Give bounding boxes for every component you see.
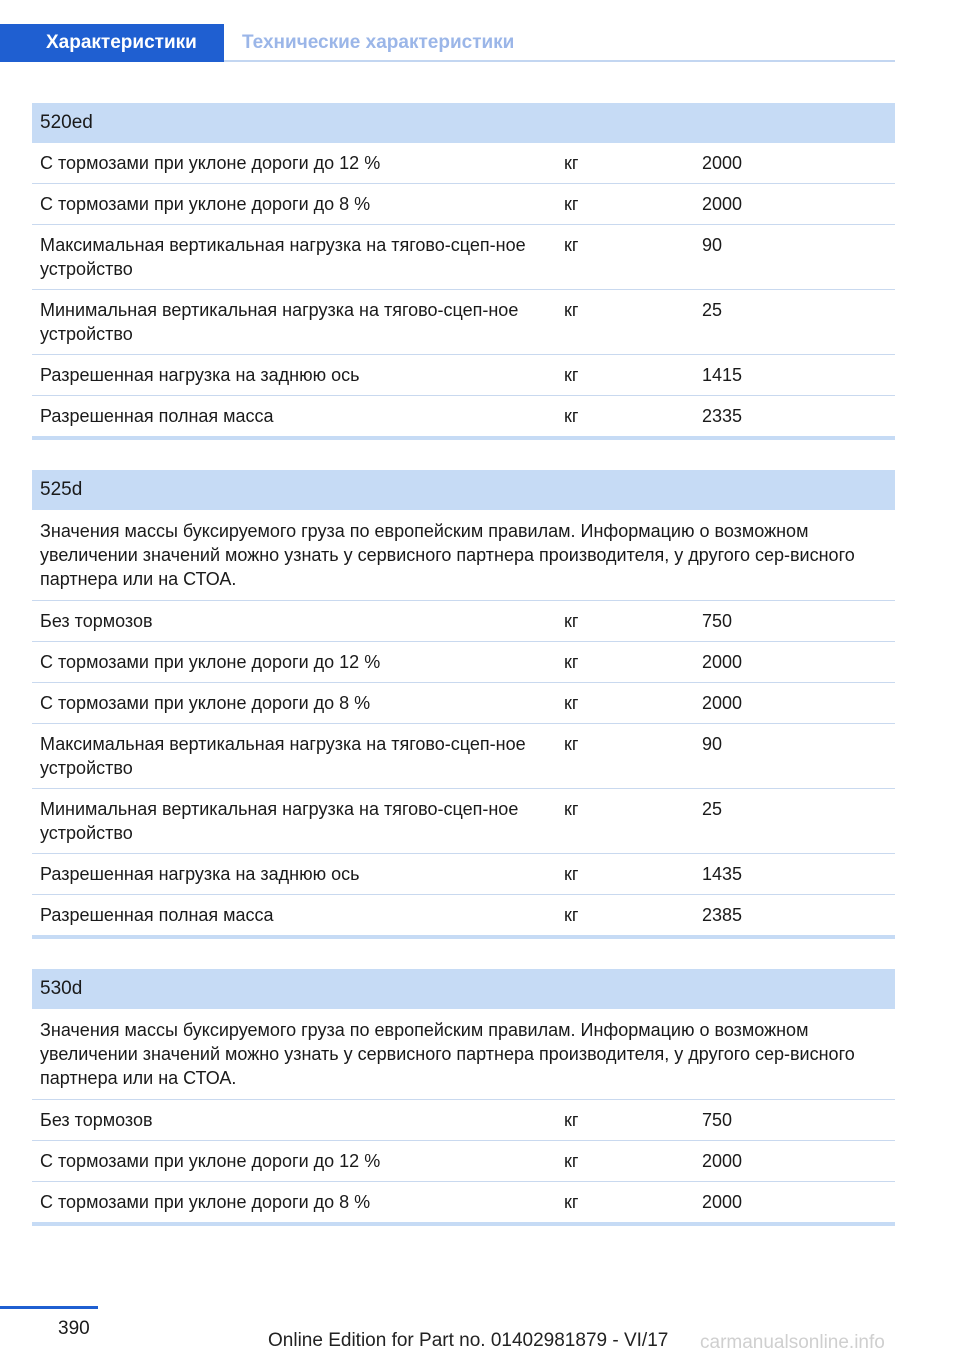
model-heading: 530d <box>32 969 895 1009</box>
row-label: Разрешенная полная масса <box>40 406 274 426</box>
row-label: Без тормозов <box>40 611 153 631</box>
row-value: 1415 <box>702 365 743 385</box>
table-row <box>32 854 895 895</box>
row-label: Минимальная вертикальная нагрузка на тягово-сцеп-ное устройство <box>40 799 519 843</box>
row-value: 2335 <box>702 406 743 426</box>
spec-table <box>32 143 895 440</box>
row-unit: кг <box>564 611 579 631</box>
row-unit: кг <box>564 799 579 819</box>
row-label: С тормозами при уклоне дороги до 12 % <box>40 1151 381 1171</box>
footer-accent-line <box>0 1306 98 1309</box>
table-row <box>32 225 895 290</box>
page-number: 390 <box>58 1318 90 1339</box>
watermark: carmanualsonline.info <box>700 1332 885 1353</box>
row-value: 2000 <box>702 194 743 214</box>
row-unit: кг <box>564 365 579 385</box>
row-unit: кг <box>564 194 579 214</box>
row-unit: кг <box>564 235 579 255</box>
row-label: Без тормозов <box>40 1110 153 1130</box>
table-row <box>32 143 895 184</box>
row-label: Минимальная вертикальная нагрузка на тягово-сцеп-ное устройство <box>40 300 519 344</box>
table-row <box>32 290 895 355</box>
row-value: 2000 <box>702 1192 743 1212</box>
row-unit: кг <box>564 1192 579 1212</box>
spec-block <box>32 969 895 1226</box>
row-value: 2385 <box>702 905 743 925</box>
table-row <box>32 642 895 683</box>
row-unit: кг <box>564 153 579 173</box>
row-label: Разрешенная нагрузка на заднюю ось <box>40 365 360 385</box>
table-row <box>32 396 895 440</box>
spec-block <box>32 103 895 440</box>
row-label: Разрешенная нагрузка на заднюю ось <box>40 864 360 884</box>
row-label: С тормозами при уклоне дороги до 8 % <box>40 194 371 214</box>
row-label: С тормозами при уклоне дороги до 12 % <box>40 153 381 173</box>
row-unit: кг <box>564 1151 579 1171</box>
model-heading: 520ed <box>32 103 895 143</box>
row-value: 25 <box>702 799 723 819</box>
table-row <box>32 1141 895 1182</box>
section-title: Технические характеристики <box>242 32 515 53</box>
page-header <box>0 24 895 62</box>
row-value: 90 <box>702 235 723 255</box>
row-value: 2000 <box>702 693 743 713</box>
row-label: С тормозами при уклоне дороги до 8 % <box>40 1192 371 1212</box>
edition-info: Online Edition for Part no. 01402981879 - VI/17 <box>268 1330 669 1351</box>
table-row <box>32 355 895 396</box>
table-row <box>32 895 895 939</box>
model-heading: 525d <box>32 470 895 510</box>
header-divider <box>224 60 895 62</box>
row-unit: кг <box>564 864 579 884</box>
row-unit: кг <box>564 905 579 925</box>
row-label: Максимальная вертикальная нагрузка на тягово-сцеп-ное устройство <box>40 734 526 778</box>
table-row <box>32 1182 895 1226</box>
row-value: 25 <box>702 300 723 320</box>
table-row <box>32 184 895 225</box>
row-value: 2000 <box>702 652 743 672</box>
row-unit: кг <box>564 406 579 426</box>
spec-block <box>32 470 895 939</box>
row-value: 1435 <box>702 864 743 884</box>
row-value: 90 <box>702 734 723 754</box>
table-row <box>32 601 895 642</box>
row-value: 750 <box>702 1110 733 1130</box>
table-row <box>32 789 895 854</box>
towing-note: Значения массы буксируемого груза по европейским правилам. Информацию о возможном увеличении значений можно узнать у сервисного партнера производителя, у другого сер-висного партнера или на СТОА. <box>32 1009 895 1100</box>
row-value: 2000 <box>702 153 743 173</box>
chapter-tab: Характеристики <box>0 24 224 62</box>
row-value: 750 <box>702 611 733 631</box>
towing-note: Значения массы буксируемого груза по европейским правилам. Информацию о возможном увеличении значений можно узнать у сервисного партнера производителя, у другого сер-висного партнера или на СТОА. <box>32 510 895 601</box>
row-value: 2000 <box>702 1151 743 1171</box>
row-unit: кг <box>564 300 579 320</box>
row-unit: кг <box>564 734 579 754</box>
row-label: Максимальная вертикальная нагрузка на тягово-сцеп-ное устройство <box>40 235 526 279</box>
table-row <box>32 683 895 724</box>
row-unit: кг <box>564 693 579 713</box>
row-unit: кг <box>564 1110 579 1130</box>
row-label: С тормозами при уклоне дороги до 8 % <box>40 693 371 713</box>
row-label: С тормозами при уклоне дороги до 12 % <box>40 652 381 672</box>
table-row <box>32 724 895 789</box>
spec-table <box>32 1100 895 1226</box>
row-unit: кг <box>564 652 579 672</box>
row-label: Разрешенная полная масса <box>40 905 274 925</box>
spec-tables <box>32 103 895 1256</box>
spec-table <box>32 601 895 939</box>
table-row <box>32 1100 895 1141</box>
